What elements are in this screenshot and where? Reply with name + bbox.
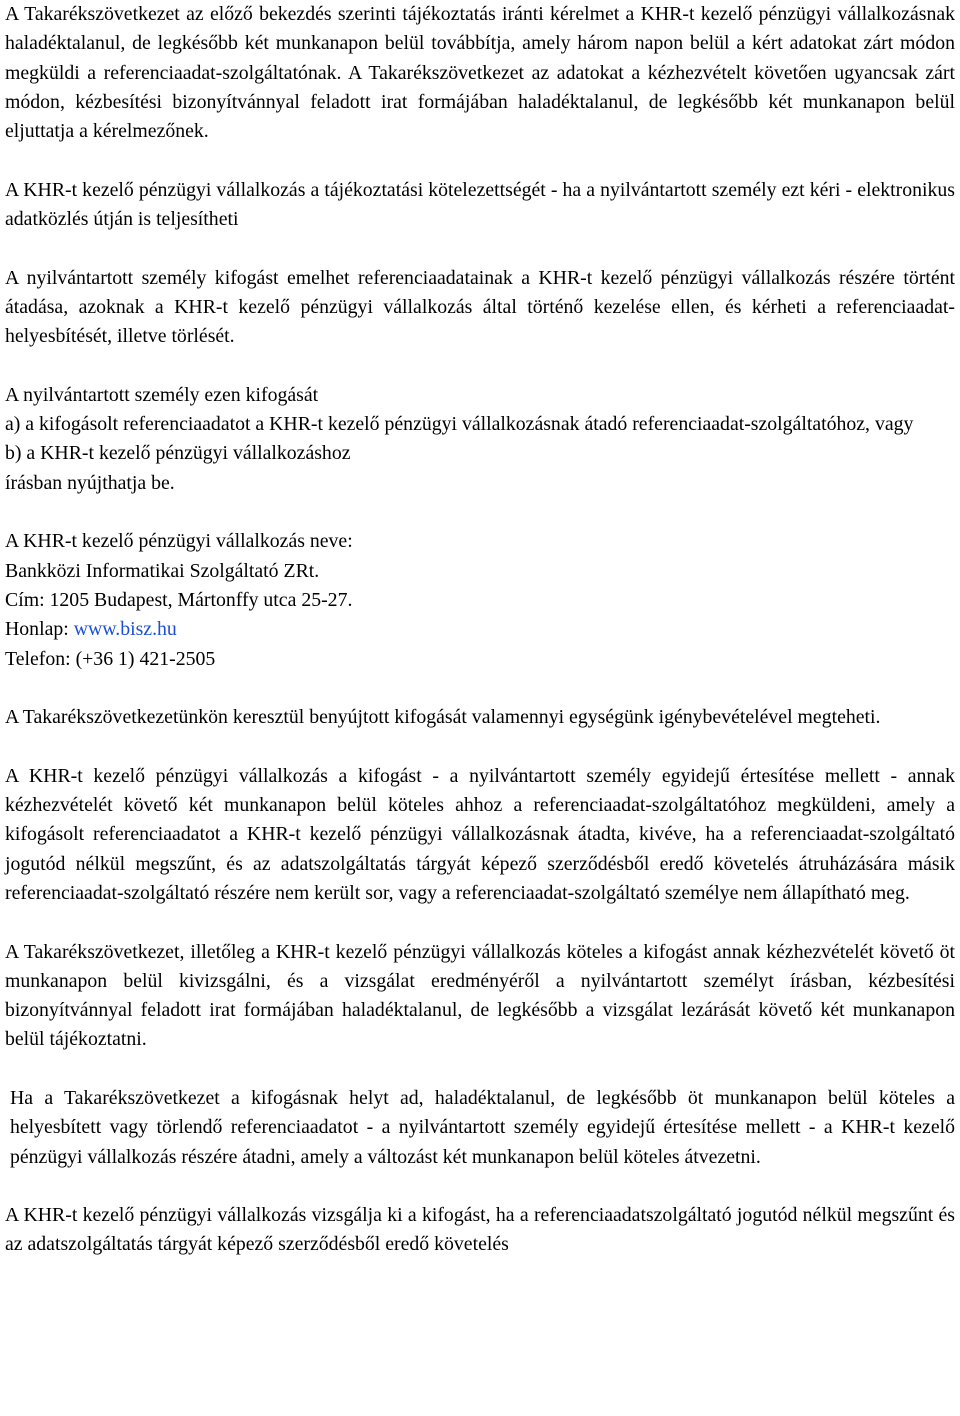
contact-block [5,527,955,673]
objection-closing: írásban nyújthatja be. [5,471,175,494]
paragraph-forwarding-obligation: A KHR-t kezelő pénzügyi vállalkozás a kifogást - a nyilvántartott személy egyidejű értesítése mellett - annak kézhezvételét követő két munkanapon belül köteles ahhoz a referenciaadat-szolgáltatóhoz megküldeni, amely a kifogásolt referenciaadatot a KHR-t kezelő pénzügyi vállalkozásnak átadta, kivéve, ha a referenciaadat-szolgáltató jogutód nélkül megszűnt, és az adatszolgáltatás tárgyát képező szerződésből eredő követelés átruházására másik referenciaadat-szolgáltató részére nem került sor, vagy a referenciaadat-szolgáltató személye nem állapítható meg. [5,764,955,904]
website-link[interactable]: www.bisz.hu [73,618,177,641]
contact-company: Bankközi Informatikai Szolgáltató ZRt. [5,559,320,582]
contact-phone: Telefon: (+36 1) 421-2505 [5,647,216,670]
objection-option-a: a) a kifogásolt referenciaadatot a KHR-t kezelő pénzügyi vállalkozásnak átadó referenciaadat-szolgáltatóhoz, vagy [5,413,914,436]
paragraph-correction: Ha a Takarékszövetkezet a kifogásnak helyt ad, haladéktalanul, de legkésőbb öt munkanapon belül köteles a helyesbített vagy törlendő referenciaadatot - a nyilvántartott személy egyidejű értesítése mellett - a KHR-t kezelő pénzügyi vállalkozás részére átadni, amely a változást két munkanapon belül köteles átvezetni. [10,1086,955,1168]
paragraph-submission-channels: A Takarékszövetkezetünkön keresztül benyújtott kifogását valamennyi egységünk igénybevételével megteheti. [5,706,881,729]
contact-name-label: A KHR-t kezelő pénzügyi vállalkozás neve: [5,530,353,553]
objection-intro: A nyilvántartott személy ezen kifogását [5,383,319,406]
objection-option-b: b) a KHR-t kezelő pénzügyi vállalkozáshoz [5,442,351,465]
paragraph-request-forwarding: A Takarékszövetkezet az előző bekezdés szerinti tájékoztatás iránti kérelmet a KHR-t kezelő pénzügyi vállalkozásnak haladéktalanul, de legkésőbb két munkanapon belül továbbítja, amely három napon belül a kért adatokat zárt módon megküldi a referenciaadat-szolgáltatónak. A Takarékszövetkezet az adatokat a kézhezvételt követően ugyancsak zárt módon, kézbesítési bizonyítvánnyal feladott irat formájában haladéktalanul, de legkésőbb két munkanapon belül eljuttatja a kérelmezőnek. [5,3,955,143]
paragraph-khr-investigation: A KHR-t kezelő pénzügyi vállalkozás vizsgálja ki a kifogást, ha a referenciaadatszolgáltató jogutód nélkül megszűnt és az adatszolgáltatás tárgyát képező szerződésből eredő követelés [5,1204,955,1256]
contact-address: Cím: 1205 Budapest, Mártonffy utca 25-27. [5,588,353,611]
contact-website-line [5,615,955,644]
objection-submission-block [5,381,955,498]
website-label: Honlap: [5,618,69,641]
paragraph-objection-right: A nyilvántartott személy kifogást emelhet referenciaadatainak a KHR-t kezelő pénzügyi vállalkozás részére történt átadása, azoknak a KHR-t kezelő pénzügyi vállalkozás által történő kezelése ellen, és kérheti a referenciaadat-helyesbítését, illetve törlését. [5,266,955,348]
paragraph-investigation: A Takarékszövetkezet, illetőleg a KHR-t kezelő pénzügyi vállalkozás köteles a kifogást annak kézhezvételét követő öt munkanapon belül kivizsgálni, és a vizsgálat eredményéről a nyilvántartott személyt írásban, kézbesítési bizonyítvánnyal feladott irat formájában haladéktalanul, de legkésőbb a vizsgálat lezárását követő két munkanapon belül tájékoztatni. [5,940,955,1051]
paragraph-electronic-delivery: A KHR-t kezelő pénzügyi vállalkozás a tájékoztatási kötelezettségét - ha a nyilvántartott személy ezt kéri - elektronikus adatközlés útján is teljesítheti [5,178,955,231]
